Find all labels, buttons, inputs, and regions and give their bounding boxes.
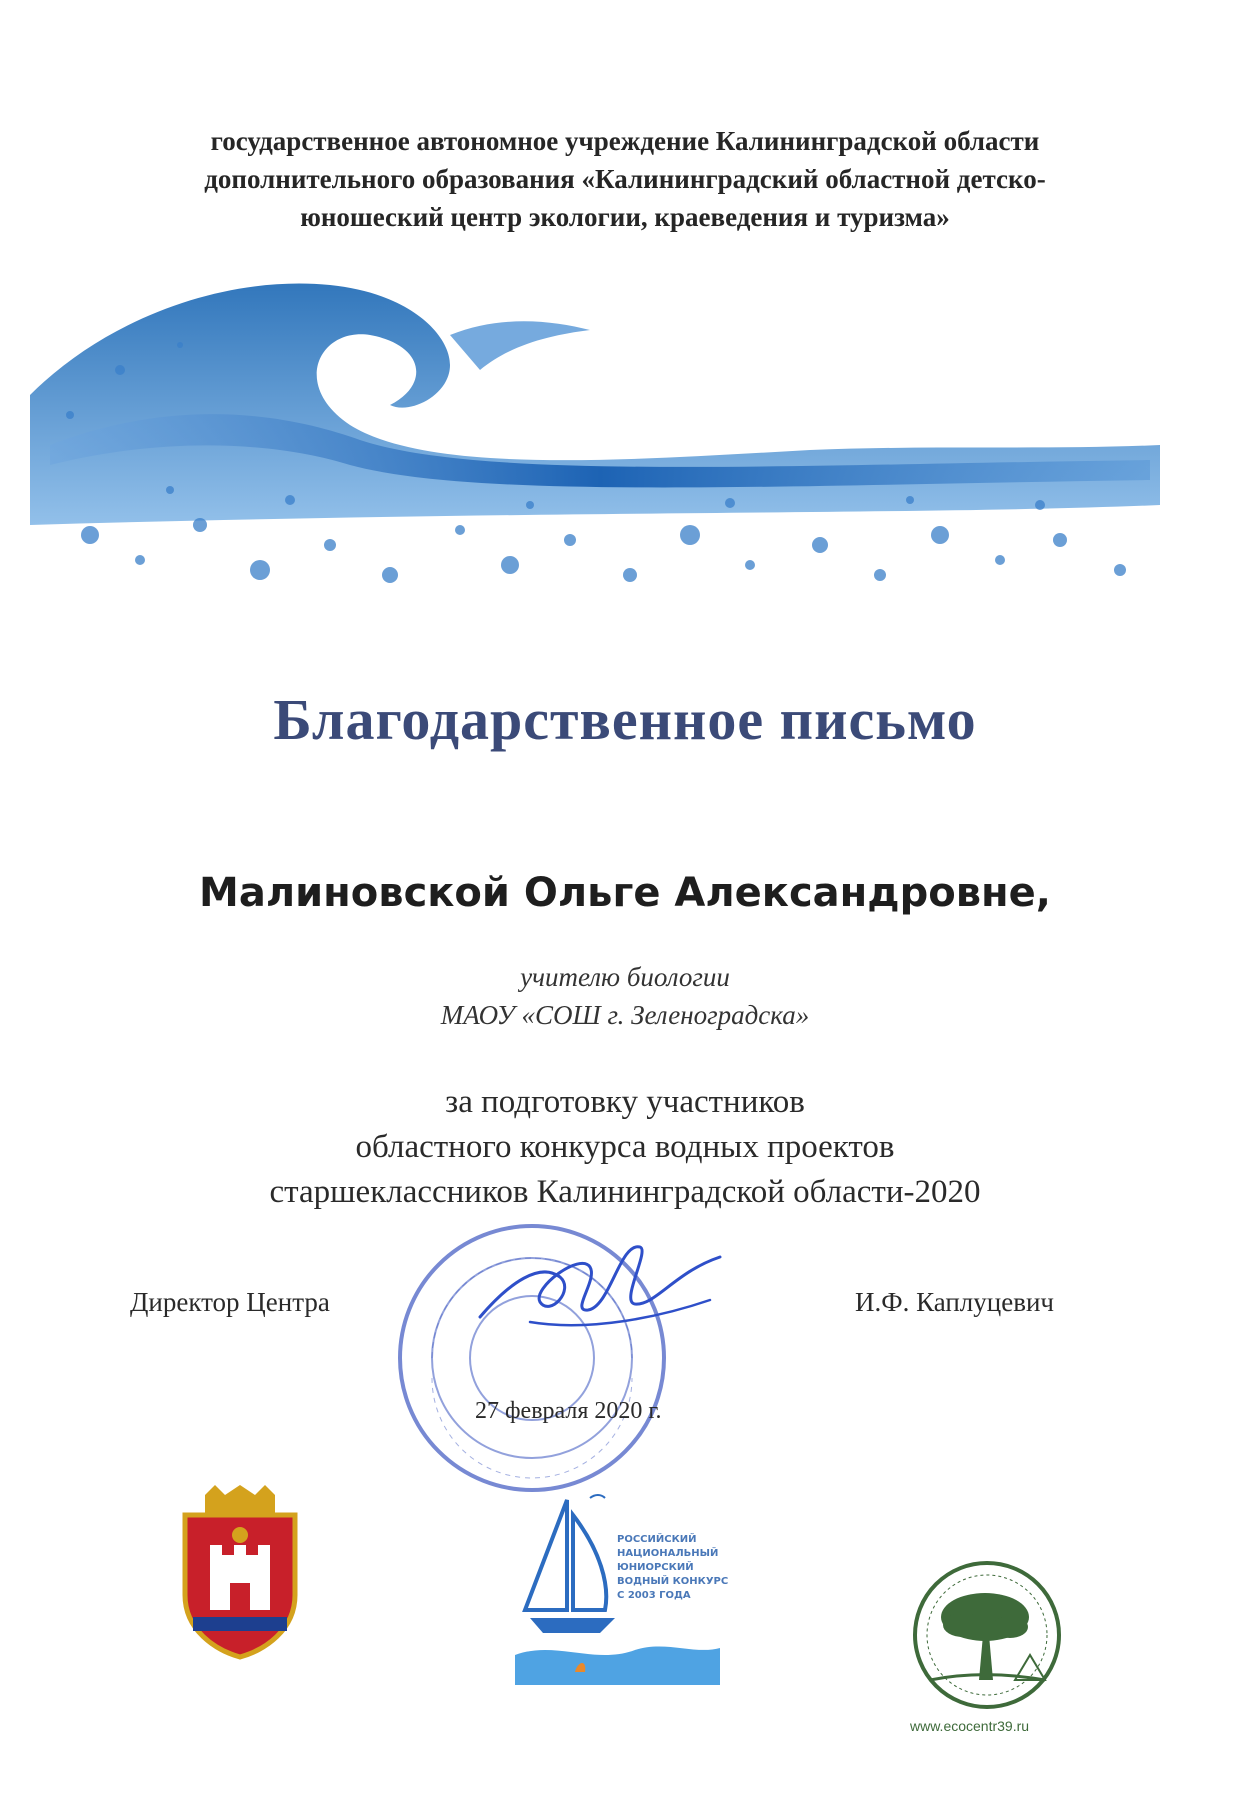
water-wave-illustration — [30, 275, 1160, 605]
recipient-school: МАОУ «СОШ г. Зеленоградска» — [440, 1000, 810, 1030]
signatory-name: И.Ф. Каплуцевич — [855, 1287, 1054, 1317]
issuer-line-3: юношеский центр экологии, краеведения и туризма» — [300, 202, 950, 232]
eco-centre-url: www.ecocentr39.ru — [910, 1718, 1030, 1734]
contest-text-line-1: РОССИЙСКИЙ — [617, 1534, 697, 1545]
contest-text-line-4: ВОДНЫЙ КОНКУРС — [617, 1576, 729, 1587]
document-title: Благодарственное письмо — [273, 687, 977, 752]
reason-line-3: старшеклассников Калининградской области-2020 — [269, 1174, 981, 1210]
director-signature — [470, 1222, 730, 1352]
contest-text-line-3: ЮНИОРСКИЙ — [617, 1562, 694, 1573]
contest-text-line-5: С 2003 ГОДА — [617, 1590, 691, 1601]
water-contest-text — [617, 1533, 728, 1603]
issuer-line-1: государственное автономное учреждение Калининградской области — [210, 126, 1040, 156]
award-reason — [0, 1080, 1250, 1215]
signature-label: Директор Центра — [130, 1287, 330, 1317]
issuer-header — [0, 122, 1250, 236]
coat-of-arms-emblem — [175, 1485, 305, 1660]
recipient-name: Малиновской Ольге Александровне, — [199, 870, 1051, 916]
issue-date: 27 февраля 2020 г. — [475, 1398, 662, 1424]
reason-line-1: за подготовку участников — [445, 1084, 805, 1120]
recipient-position: учителю биологии — [520, 962, 730, 992]
eco-centre-logo — [905, 1555, 1070, 1715]
contest-text-line-2: НАЦИОНАЛЬНЫЙ — [617, 1548, 719, 1559]
issuer-line-2: дополнительного образования «Калининградский областной детско- — [204, 164, 1046, 194]
reason-line-2: областного конкурса водных проектов — [355, 1129, 895, 1165]
